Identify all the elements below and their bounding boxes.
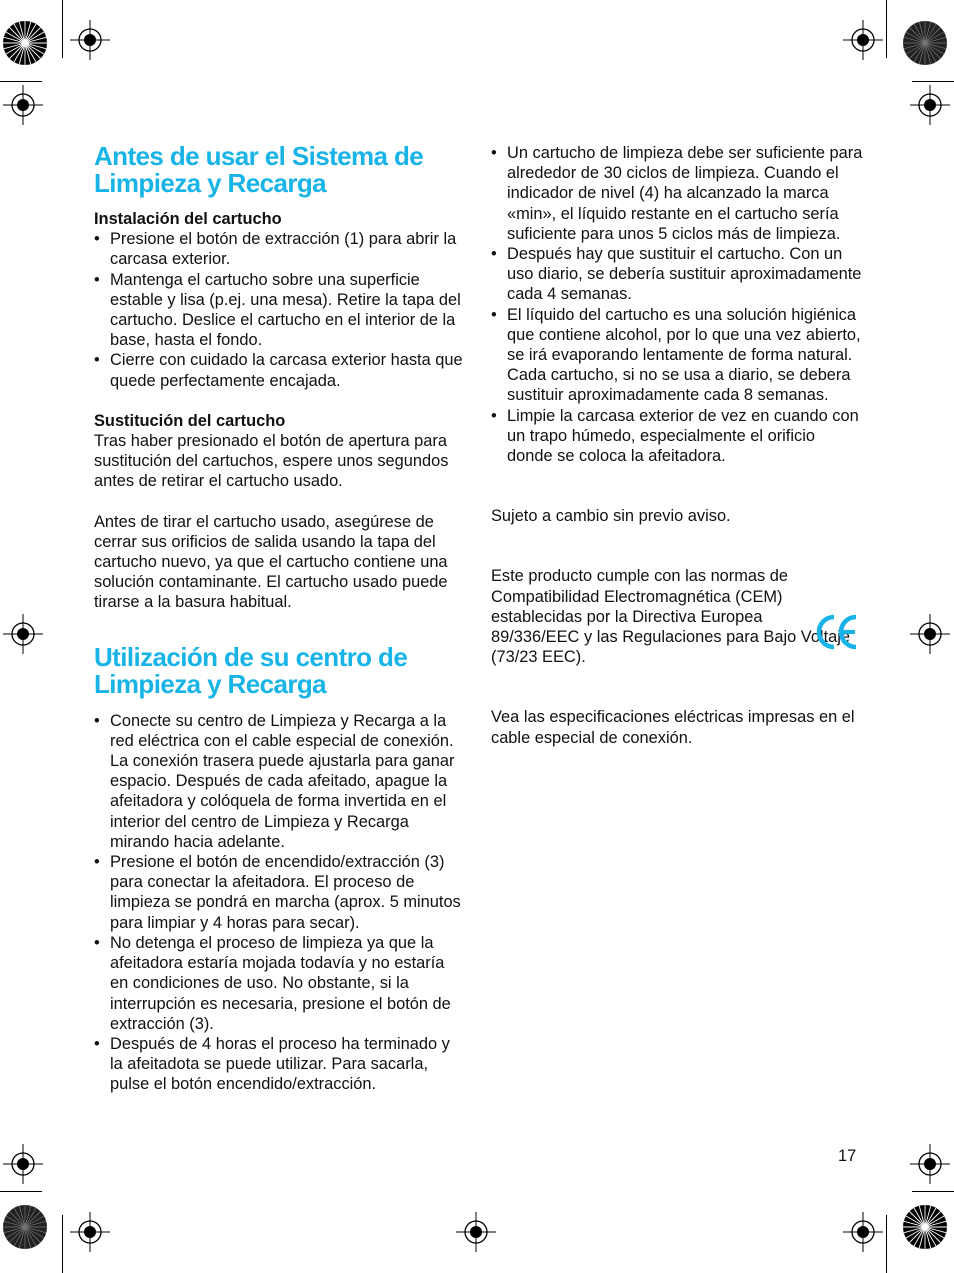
list-item: • Limpie la carcasa exterior de vez en cuando con un trapo húmedo, especialmente el orificio donde se coloca la afeitadora. <box>491 406 863 467</box>
section-heading-usage: Utilización de su centro de Limpieza y Recarga <box>94 641 408 699</box>
cartridge-info-list <box>491 143 863 466</box>
crop-line <box>62 1215 63 1273</box>
registration-mark-icon <box>3 614 43 654</box>
list-item: • Mantenga el cartucho sobre una superficie estable y lisa (p.ej. una mesa). Retire la tapa del cartucho. Deslice el cartucho en el interior de la base, hasta el fondo. <box>94 270 466 351</box>
left-column <box>94 141 466 1095</box>
install-list <box>94 229 466 391</box>
crop-line <box>62 0 63 58</box>
list-item: • Cierre con cuidado la carcasa exterior hasta que quede perfectamente encajada. <box>94 350 466 390</box>
usage-list <box>94 711 466 1095</box>
electrical-spec-note: Vea las especificaciones eléctricas impresas en el cable especial de conexión. <box>491 708 855 747</box>
list-item: • Presione el botón de encendido/extracción (3) para conectar la afeitadora. El proceso de limpieza se pondrá en marcha (aprox. 5 minutos para limpiar y 4 horas para secar). <box>94 852 466 933</box>
registration-mark-icon <box>910 1144 950 1184</box>
crop-line <box>912 81 954 82</box>
section-heading-before-use: Antes de usar el Sistema de Limpieza y Recarga <box>94 141 424 198</box>
change-notice: Sujeto a cambio sin previo aviso. <box>491 507 731 526</box>
registration-mark-icon <box>3 1144 43 1184</box>
registration-mark-icon <box>910 614 950 654</box>
subheading-cartridge-replace: Sustitución del cartucho <box>94 411 286 430</box>
ce-mark-icon <box>815 613 859 651</box>
star-target-icon <box>902 1204 948 1250</box>
registration-mark-icon <box>70 1212 110 1252</box>
list-item: • Un cartucho de limpieza debe ser suficiente para alrededor de 30 ciclos de limpieza. Cuando el indicador de nivel (4) ha alcanzado la marca «min», el líquido restante en el cartucho sería suficiente para unos 5 ciclos más de limpieza. <box>491 143 863 244</box>
list-item: • No detenga el proceso de limpieza ya que la afeitadora estaría mojada todavía y no estaría en condiciones de uso. No obstante, si la interrupción es necesaria, presione el botón de extracción (3). <box>94 933 466 1034</box>
registration-mark-icon <box>910 85 950 125</box>
paragraph: Tras haber presionado el botón de apertura para sustitución del cartuchos, espere unos segundos antes de retirar el cartucho usado. <box>94 432 449 491</box>
crop-line <box>912 1191 954 1192</box>
star-target-icon <box>2 1204 48 1250</box>
crop-line <box>886 0 887 58</box>
star-target-icon <box>2 20 48 66</box>
star-target-icon <box>902 20 948 66</box>
registration-mark-icon <box>70 20 110 60</box>
page-number: 17 <box>838 1147 857 1165</box>
registration-mark-icon <box>843 1212 883 1252</box>
registration-mark-icon <box>3 85 43 125</box>
list-item: • Después de 4 horas el proceso ha terminado y la afeitadota se puede utilizar. Para sacarla, pulse el botón encendido/extracción. <box>94 1034 466 1095</box>
list-item: • Después hay que sustituir el cartucho. Con un uso diario, se debería sustituir aproximadamente cada 4 semanas. <box>491 244 863 305</box>
subheading-cartridge-install: Instalación del cartucho <box>94 210 282 228</box>
right-column <box>491 143 863 748</box>
paragraph: Antes de tirar el cartucho usado, asegúrese de cerrar sus orificios de salida usando la tapa del cartucho nuevo, ya que el cartucho contiene una solución contaminante. El cartucho usado puede tirarse a la basura habitual. <box>94 512 448 612</box>
compliance-statement: Este producto cumple con las normas de Compatibilidad Electromagnética (CEM) establecidas por la Directiva Europea 89/336/EEC y las Regulaciones para Bajo Voltaje (73/23 EEC). <box>491 567 851 667</box>
list-item: • El líquido del cartucho es una solución higiénica que contiene alcohol, por lo que una vez abierto, se irá evaporando lentamente de forma natural. Cada cartucho, si no se usa a diario, se debera sustituir aproximadamente cada 8 semanas. <box>491 305 863 406</box>
list-item: • Presione el botón de extracción (1) para abrir la carcasa exterior. <box>94 229 466 269</box>
crop-line <box>886 1215 887 1273</box>
crop-line <box>0 81 42 82</box>
registration-mark-icon <box>843 20 883 60</box>
registration-mark-icon <box>456 1212 496 1252</box>
list-item: • Conecte su centro de Limpieza y Recarga a la red eléctrica con el cable especial de conexión. La conexión trasera puede ajustarla para ganar espacio. Después de cada afeitado, apague la afeitadora y colóquela de forma invertida en el interior del centro de Limpieza y Recarga mirando hacia adelante. <box>94 711 466 852</box>
crop-line <box>0 1191 42 1192</box>
